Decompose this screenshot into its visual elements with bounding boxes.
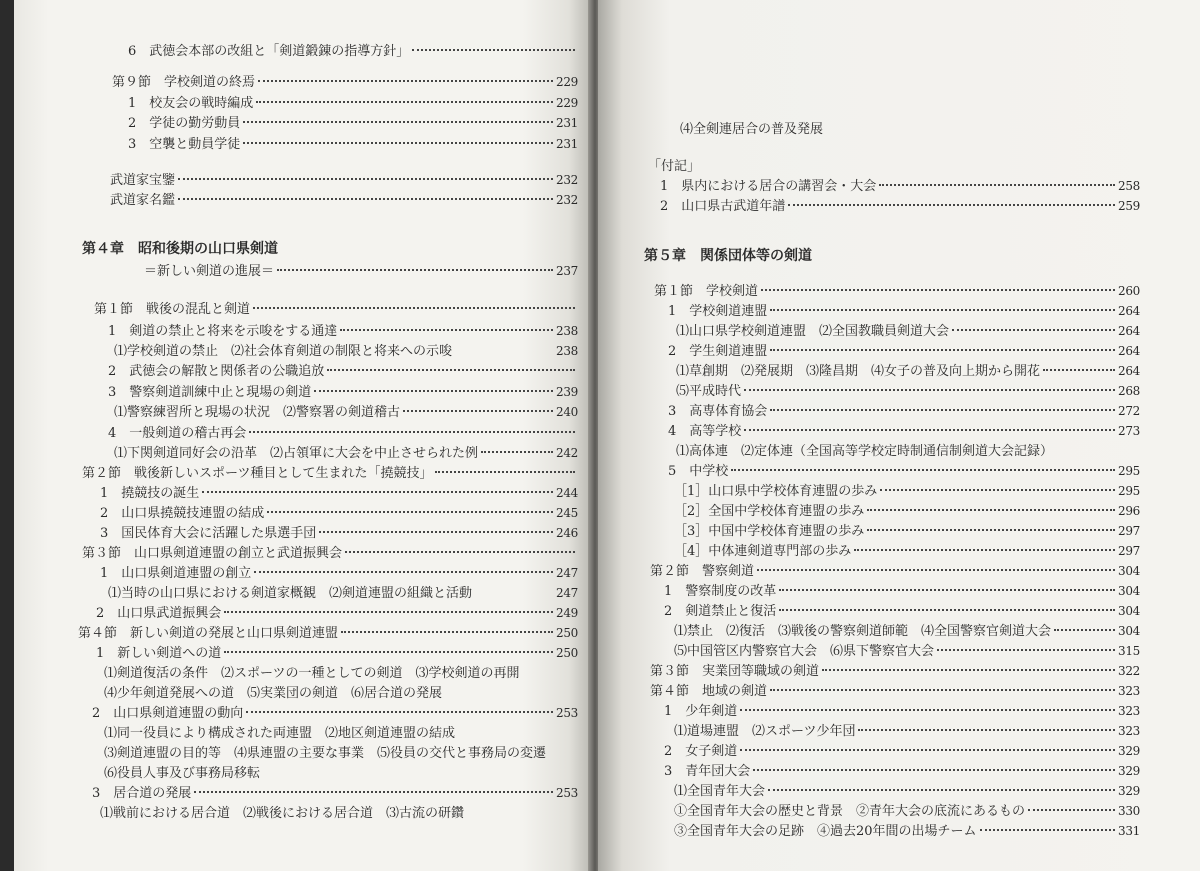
toc-dot-leader: [980, 829, 1115, 831]
toc-dot-leader: [412, 49, 575, 51]
toc-entry: [128, 42, 578, 61]
toc-page-number: 239: [555, 385, 578, 399]
toc-entry-title: 第２節 戦後新しいスポーツ種目として生まれた「撓競技」: [82, 466, 433, 481]
toc-page-number: 253: [555, 706, 578, 720]
toc-page-number: 242: [555, 446, 578, 460]
toc-entry-title: ⑴同一役員により構成された両連盟 ⑵地区剣道連盟の結成: [104, 726, 456, 741]
toc-entry: [108, 424, 578, 443]
toc-page-number: 264: [1117, 344, 1140, 358]
toc-entry-title: 1 少年剣道: [664, 704, 738, 719]
toc-entry-title: ⑴草創期 ⑵発展期 ⑶隆昌期 ⑷女子の普及向上期から開花: [676, 364, 1041, 379]
toc-entry: [92, 784, 578, 803]
toc-page-number: 250: [555, 626, 578, 640]
toc-page-number: 247: [555, 566, 578, 580]
toc-page-number: 297: [1117, 524, 1140, 538]
toc-page-number: 295: [1117, 464, 1140, 478]
toc-page-number: 229: [555, 75, 578, 89]
toc-dot-leader: [243, 142, 553, 144]
toc-dot-leader: [243, 121, 553, 123]
toc-page-number: 297: [1117, 544, 1140, 558]
toc-dot-leader: [740, 749, 1115, 751]
toc-entry: [668, 342, 1140, 361]
toc-entry-title: 3 青年団大会: [664, 764, 751, 779]
toc-entry-title: 4 一般剣道の稽古再会: [108, 426, 247, 441]
toc-page-number: 322: [1117, 664, 1140, 678]
toc-entry-title: ⑴警察練習所と現場の状況 ⑵警察署の剣道稽古: [114, 405, 401, 420]
toc-dot-leader: [256, 101, 553, 103]
toc-entry-title: 1 学校剣道連盟: [668, 304, 768, 319]
toc-page-number: 247: [555, 586, 578, 600]
toc-dot-leader: [267, 511, 553, 513]
toc-entry-title: 第９節 学校剣道の終焉: [112, 75, 256, 90]
toc-page-number: 323: [1117, 684, 1140, 698]
toc-page-number: 250: [555, 646, 578, 660]
toc-page-number: 264: [1117, 324, 1140, 338]
toc-entry: [82, 464, 578, 483]
toc-entry-title: ［2］全国中学校体育連盟の歩み: [674, 504, 865, 519]
toc-entry: [676, 322, 1140, 341]
toc-entry-title: 3 警察剣道訓練中止と現場の剣道: [108, 385, 312, 400]
toc-entry-title: 武道家宝鑒: [110, 173, 176, 188]
toc-entry: [128, 94, 578, 113]
toc-entry-title: ①全国青年大会の歴史と背景 ②青年大会の底流にあるもの: [674, 804, 1026, 819]
toc-entry-title: 武道家名鑑: [110, 193, 176, 208]
toc-dot-leader: [744, 429, 1115, 431]
toc-page-number: 272: [1117, 404, 1140, 418]
toc-dot-leader: [319, 531, 553, 533]
toc-entry: [674, 502, 1140, 521]
toc-entry-title: 1 剣道の禁止と将来を示唆をする通達: [108, 324, 338, 339]
toc-entry-title: ⑷少年剣道発展への道 ⑸実業団の剣道 ⑹居合道の発展: [104, 686, 443, 701]
toc-dot-leader: [779, 589, 1115, 591]
toc-entry-title: 2 山口県古武道年譜: [660, 199, 786, 214]
toc-entry-title: 3 国民体育大会に活躍した県選手団: [100, 526, 317, 541]
toc-dot-leader: [1043, 369, 1115, 371]
toc-dot-leader: [867, 529, 1115, 531]
toc-dot-leader: [314, 390, 553, 392]
toc-entry-title: 2 学生剣道連盟: [668, 344, 768, 359]
toc-dot-leader: [202, 491, 553, 493]
toc-entry: [650, 682, 1140, 701]
toc-dot-leader: [768, 789, 1115, 791]
toc-page-number: 245: [555, 506, 578, 520]
toc-entry-title: 3 高専体育協会: [668, 404, 768, 419]
toc-page-number: 268: [1117, 384, 1140, 398]
toc-entry: [104, 744, 578, 763]
toc-entry: [96, 604, 578, 623]
toc-dot-leader: [952, 329, 1115, 331]
toc-entry: [668, 402, 1140, 421]
toc-dot-leader: [1028, 809, 1115, 811]
toc-entry-title: 第４節 地域の剣道: [650, 684, 768, 699]
toc-entry: [110, 171, 578, 190]
toc-dot-leader: [1054, 629, 1115, 631]
toc-entry: [114, 403, 578, 422]
toc-dot-leader: [880, 489, 1115, 491]
toc-page-number: 329: [1117, 764, 1140, 778]
toc-dot-leader: [327, 369, 575, 371]
toc-page-number: 315: [1117, 644, 1140, 658]
toc-dot-leader: [253, 307, 575, 309]
toc-page-number: 229: [555, 96, 578, 110]
toc-dot-leader: [481, 451, 553, 453]
toc-entry: [650, 562, 1140, 581]
toc-entry-title: ［1］山口県中学校体育連盟の歩み: [674, 484, 878, 499]
toc-page-number: 258: [1117, 179, 1140, 193]
toc-page-number: 304: [1117, 604, 1140, 618]
toc-entry: [108, 362, 578, 381]
toc-entry-title: 2 山口県剣道連盟の動向: [92, 706, 244, 721]
toc-entry: [664, 762, 1140, 781]
toc-page-number: 238: [555, 324, 578, 338]
toc-entry: [78, 624, 578, 643]
toc-entry-title: 2 学徒の勤労動員: [128, 116, 241, 131]
toc-entry: [104, 764, 578, 783]
toc-entry-title: ⑴剣道復活の条件 ⑵スポーツの一種としての剣道 ⑶学校剣道の再開: [104, 666, 520, 681]
toc-entry: [128, 135, 578, 154]
toc-page-number: 238: [555, 344, 578, 358]
toc-entry: [650, 662, 1140, 681]
toc-entry: [660, 197, 1140, 216]
toc-dot-leader: [858, 729, 1115, 731]
toc-entry-title: 1 山口県剣道連盟の創立: [100, 566, 252, 581]
toc-page-number: 240: [555, 405, 578, 419]
toc-entry-title: ⑸平成時代: [676, 384, 742, 399]
toc-dot-leader: [779, 609, 1115, 611]
toc-dot-leader: [224, 651, 553, 653]
toc-page-number: 304: [1117, 584, 1140, 598]
toc-dot-leader: [731, 469, 1115, 471]
toc-dot-leader: [770, 409, 1115, 411]
toc-dot-leader: [224, 611, 553, 613]
toc-page-number: 329: [1117, 744, 1140, 758]
toc-dot-leader: [770, 309, 1115, 311]
toc-page-number: 231: [555, 116, 578, 130]
toc-entry-title: ［4］中体連剣道専門部の歩み: [674, 544, 852, 559]
toc-entry: [108, 322, 578, 341]
toc-entry-title: ［3］中国中学校体育連盟の歩み: [674, 524, 865, 539]
toc-dot-leader: [740, 709, 1115, 711]
toc-entry: [648, 157, 1140, 176]
toc-entry: [674, 522, 1140, 541]
toc-dot-leader: [340, 329, 553, 331]
toc-entry: [108, 584, 578, 603]
toc-page-number: 323: [1117, 724, 1140, 738]
toc-page-number: 304: [1117, 624, 1140, 638]
toc-page-number: 295: [1117, 484, 1140, 498]
toc-page-number: 260: [1117, 284, 1140, 298]
toc-entry-title: 5 中学校: [668, 464, 729, 479]
toc-entry: [82, 544, 578, 563]
toc-entry: [664, 742, 1140, 761]
toc-entry-title: ⑴全国青年大会: [674, 784, 766, 799]
toc-dot-leader: [194, 791, 553, 793]
toc-entry-title: 3 空襲と動員学徒: [128, 137, 241, 152]
toc-entry-title: 2 女子剣道: [664, 744, 738, 759]
toc-dot-leader: [757, 569, 1115, 571]
toc-entry-title: 2 山口県武道振興会: [96, 606, 222, 621]
toc-entry: [114, 342, 578, 361]
toc-entry-title: 第４節 新しい剣道の発展と山口県剣道連盟: [78, 626, 339, 641]
toc-entry: [664, 602, 1140, 621]
toc-entry-title: ⑴当時の山口県における剣道家概観 ⑵剣道連盟の組織と活動: [108, 586, 473, 601]
toc-page-number: 249: [555, 606, 578, 620]
toc-entry-title: ⑹役員人事及び事務局移転: [104, 766, 261, 781]
toc-entry-title: 1 警察制度の改革: [664, 584, 777, 599]
toc-page-number: 329: [1117, 784, 1140, 798]
toc-entry: [676, 382, 1140, 401]
toc-entry-title: 「付記」: [648, 159, 701, 174]
toc-entry: [660, 177, 1140, 196]
toc-entry-title: 2 剣道禁止と復活: [664, 604, 777, 619]
toc-entry-title: 6 武徳会本部の改組と「剣道鍛錬の指導方針」: [128, 44, 410, 59]
toc-entry-title: 3 居合道の発展: [92, 786, 192, 801]
toc-page-number: 304: [1117, 564, 1140, 578]
toc-dot-leader: [770, 689, 1115, 691]
toc-entry-title: 1 撓競技の誕生: [100, 486, 200, 501]
toc-entry: [112, 73, 578, 92]
toc-page-number: 232: [555, 173, 578, 187]
toc-entry: [110, 191, 578, 210]
toc-dot-leader: [770, 349, 1115, 351]
toc-entry: [96, 644, 578, 663]
toc-dot-leader: [854, 549, 1115, 551]
toc-entry-title: ⑸中国管区内警察官大会 ⑹県下警察官大会: [674, 644, 935, 659]
toc-dot-leader: [277, 269, 553, 271]
toc-entry: [114, 444, 578, 463]
toc-entry-title: 1 新しい剣道への道: [96, 646, 222, 661]
toc-entry-title: 第５章 関係団体等の剣道: [644, 248, 812, 264]
toc-entry: [100, 804, 578, 823]
toc-entry-title: 4 高等学校: [668, 424, 742, 439]
toc-entry: [100, 524, 578, 543]
toc-entry-title: ⑴禁止 ⑵復活 ⑶戦後の警察剣道師範 ⑷全国警察官剣道大会: [674, 624, 1052, 639]
toc-entry-title: 第４章 昭和後期の山口県剣道: [82, 241, 278, 257]
toc-entry-title: ＝新しい剣道の進展＝: [144, 264, 275, 279]
toc-entry: [674, 822, 1140, 841]
toc-dot-leader: [246, 711, 553, 713]
toc-entry-title: 第１節 戦後の混乱と剣道: [94, 302, 251, 317]
toc-entry-title: 1 校友会の戦時編成: [128, 96, 254, 111]
toc-dot-leader: [403, 410, 553, 412]
toc-entry: [104, 664, 578, 683]
toc-page-number: 296: [1117, 504, 1140, 518]
toc-dot-leader: [435, 471, 575, 473]
toc-entry-title: 第３節 実業団等職域の剣道: [650, 664, 820, 679]
toc-entry: [654, 282, 1140, 301]
toc-entry: [128, 114, 578, 133]
toc-entry: [82, 240, 578, 259]
toc-entry: [680, 120, 1140, 139]
toc-dot-leader: [753, 769, 1115, 771]
toc-entry: [674, 482, 1140, 501]
toc-page-number: 244: [555, 486, 578, 500]
toc-entry-title: 第２節 警察剣道: [650, 564, 755, 579]
toc-entry-title: 2 武徳会の解散と関係者の公職追放: [108, 364, 325, 379]
toc-page-number: 253: [555, 786, 578, 800]
toc-page-number: 331: [1117, 824, 1140, 838]
toc-dot-leader: [258, 80, 553, 82]
toc-entry-title: ⑴道場連盟 ⑵スポーツ少年団: [674, 724, 856, 739]
toc-entry-title: ⑴戦前における居合道 ⑵戦後における居合道 ⑶古流の研鑽: [100, 806, 465, 821]
toc-page-number: 259: [1117, 199, 1140, 213]
toc-entry: [676, 442, 1140, 461]
toc-dot-leader: [937, 649, 1115, 651]
toc-entry-title: ③全国青年大会の足跡 ④過去20年間の出場チーム: [674, 824, 977, 839]
toc-page-number: 246: [555, 526, 578, 540]
toc-entry: [674, 542, 1140, 561]
toc-entry: [668, 302, 1140, 321]
toc-page-number: 264: [1117, 364, 1140, 378]
toc-entry: [674, 722, 1140, 741]
toc-entry-title: 2 山口県撓競技連盟の結成: [100, 506, 265, 521]
toc-dot-leader: [345, 551, 575, 553]
toc-entry-title: ⑴学校剣道の禁止 ⑵社会体育剣道の制限と将来への示唆: [114, 344, 453, 359]
toc-entry: [674, 622, 1140, 641]
toc-page-number: 323: [1117, 704, 1140, 718]
toc-entry: [674, 782, 1140, 801]
toc-entry: [676, 362, 1140, 381]
toc-entry: [104, 724, 578, 743]
toc-dot-leader: [341, 631, 553, 633]
toc-entry: [94, 300, 578, 319]
toc-entry-title: ⑶剣道連盟の目的等 ⑷県連盟の主要な事業 ⑸役員の交代と事務局の変遷: [104, 746, 547, 761]
toc-page-number: 231: [555, 137, 578, 151]
toc-entry-title: 第１節 学校剣道: [654, 284, 759, 299]
toc-entry: [104, 684, 578, 703]
toc-dot-leader: [822, 669, 1115, 671]
toc-entry: [668, 422, 1140, 441]
toc-entry-title: ⑷全剣連居合の普及発展: [680, 122, 824, 137]
toc-entry-title: ⑴下関剣道同好会の沿革 ⑵占領軍に大会を中止させられた例: [114, 446, 479, 461]
toc-entry: [674, 802, 1140, 821]
toc-entry: [668, 462, 1140, 481]
toc-entry-title: ⑴高体連 ⑵定体連（全国高等学校定時制通信制剣道大会記録）: [676, 444, 1054, 459]
toc-dot-leader: [867, 509, 1115, 511]
toc-dot-leader: [178, 198, 553, 200]
toc-dot-leader: [761, 289, 1115, 291]
toc-dot-leader: [178, 178, 553, 180]
toc-page-number: 232: [555, 193, 578, 207]
toc-entry: [92, 704, 578, 723]
toc-dot-leader: [879, 184, 1115, 186]
toc-dot-leader: [744, 389, 1115, 391]
toc-page-number: 330: [1117, 804, 1140, 818]
toc-dot-leader: [788, 204, 1115, 206]
toc-entry: [100, 564, 578, 583]
toc-entry: [674, 642, 1140, 661]
toc-entry: [644, 247, 1140, 266]
toc-page-number: 237: [555, 264, 578, 278]
toc-page-number: 264: [1117, 304, 1140, 318]
toc-entry: [664, 702, 1140, 721]
toc-entry: [108, 383, 578, 402]
toc-entry: [100, 504, 578, 523]
toc-entry: [144, 262, 578, 281]
toc-entry-title: ⑴山口県学校剣道連盟 ⑵全国教職員剣道大会: [676, 324, 950, 339]
toc-dot-leader: [254, 571, 553, 573]
toc-entry-title: 1 県内における居合の講習会・大会: [660, 179, 877, 194]
toc-page-number: 273: [1117, 424, 1140, 438]
toc-entry-title: 第３節 山口県剣道連盟の創立と武道振興会: [82, 546, 343, 561]
toc-dot-leader: [249, 431, 575, 433]
toc-entry: [664, 582, 1140, 601]
toc-entry: [100, 484, 578, 503]
